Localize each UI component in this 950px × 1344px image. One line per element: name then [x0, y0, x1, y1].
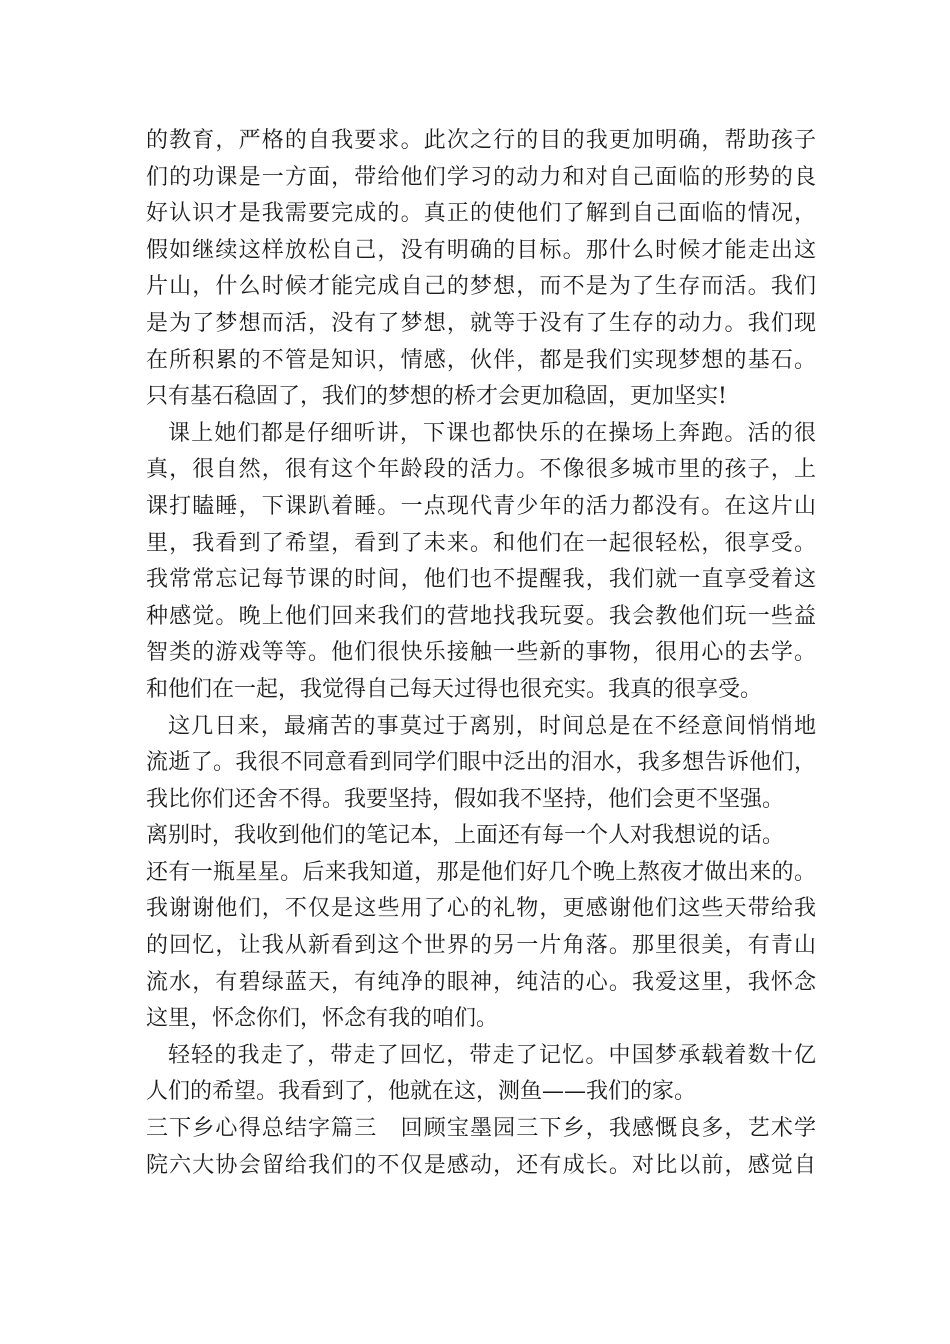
text-line: 人们的希望。我看到了，他就在这，测鱼——我们的家。	[146, 1079, 697, 1105]
text-line: 的教育，严格的自我要求。此次之行的目的我更加明确，帮助孩子	[146, 128, 816, 153]
text-line: 假如继续这样放松自己，没有明确的目标。那什么时候才能走出这	[146, 237, 816, 263]
text-line: 片山，什么时候才能完成自己的梦想，而不是为了生存而活。我们	[146, 274, 816, 300]
text-line: 离别时，我收到他们的笔记本，上面还有每一个人对我想说的话。	[146, 823, 785, 849]
text-line: 轻轻的我走了，带走了回忆，带走了记忆。中国梦承载着数十亿	[168, 1042, 816, 1068]
text-line: 只有基石稳固了，我们的梦想的桥才会更加稳固，更加坚实!	[146, 384, 727, 410]
text-line: 智类的游戏等等。他们很快乐接触一些新的事物，很用心的去学。	[146, 640, 816, 666]
text-line: 课打瞌睡，下课趴着睡。一点现代青少年的活力都没有。在这片山	[146, 493, 816, 519]
text-line: 流逝了。我很不同意看到同学们眼中泛出的泪水，我多想告诉他们，	[146, 750, 816, 776]
text-line: 院六大协会留给我们的不仅是感动，还有成长。对比以前，感觉自	[146, 1152, 816, 1178]
text-line: 我比你们还舍不得。我要坚持，假如我不坚持，他们会更不坚强。	[146, 786, 785, 812]
text-line: 真，很自然，很有这个年龄段的活力。不像很多城市里的孩子，上	[146, 457, 816, 483]
text-line: 和他们在一起，我觉得自己每天过得也很充实。我真的很享受。	[146, 676, 763, 702]
text-line: 好认识才是我需要完成的。真正的使他们了解到自己面临的情况，	[146, 201, 816, 227]
text-line: 在所积累的不管是知识，情感，伙伴，都是我们实现梦想的基石。	[146, 347, 816, 373]
text-line: 我谢谢他们，不仅是这些用了心的礼物，更感谢他们这些天带给我	[146, 896, 816, 922]
text-line: 的回忆，让我从新看到这个世界的另一片角落。那里很美，有青山	[146, 933, 816, 959]
text-line: 里，我看到了希望，看到了未来。和他们在一起很轻松，很享受。	[146, 530, 816, 556]
text-line: 这里，怀念你们，怀念有我的咱们。	[146, 1006, 499, 1032]
text-line: 这几日来，最痛苦的事莫过于离别，时间总是在不经意间悄悄地	[168, 713, 816, 739]
text-line: 课上她们都是仔细听讲，下课也都快乐的在操场上奔跑。活的很	[168, 420, 816, 446]
text-line: 三下乡心得总结字篇三 回顾宝墨园三下乡，我感慨良多，艺术学	[146, 1116, 816, 1142]
text-line: 还有一瓶星星。后来我知道，那是他们好几个晚上熬夜才做出来的。	[146, 859, 816, 885]
text-line: 流水，有碧绿蓝天，有纯净的眼神，纯洁的心。我爱这里，我怀念	[146, 969, 816, 995]
text-line: 是为了梦想而活，没有了梦想，就等于没有了生存的动力。我们现	[146, 310, 816, 336]
text-line: 们的功课是一方面，带给他们学习的动力和对自己面临的形势的良	[146, 164, 816, 190]
body-text	[146, 123, 816, 1184]
text-line: 我常常忘记每节课的时间，他们也不提醒我，我们就一直享受着这	[146, 567, 816, 593]
text-line: 种感觉。晚上他们回来我们的营地找我玩耍。我会教他们玩一些益	[146, 603, 816, 629]
